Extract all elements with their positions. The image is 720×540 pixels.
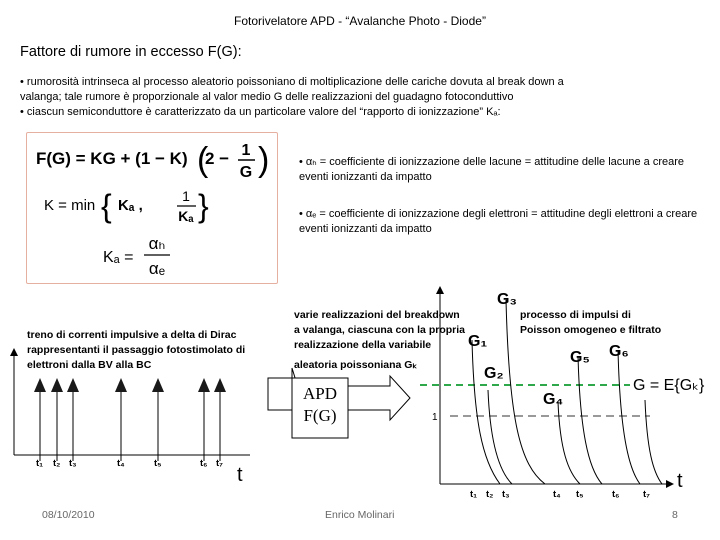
decay-curve-4 [558,402,580,484]
impulse-arrow-7 [214,378,226,461]
mid-label-line-4: aleatoria poissoniana Gₖ [294,359,417,371]
formula-3-den: αₑ [148,259,166,278]
right-label-line-1: processo di impulsi di [520,309,631,321]
mid-label-line-1: varie realizzazioni del breakdown [294,309,460,321]
svg-text:): ) [258,141,270,179]
svg-text:}: } [198,188,209,224]
mid-label-line-3: realizzazione della variabile [294,339,432,351]
left-label-line-3: elettroni dalla BV alla BC [27,359,152,371]
gain-label-g5: G₅ [570,349,590,366]
impulse-arrow-2 [51,378,63,461]
apd-box-fg: F(G) [303,406,337,425]
left-tick-t3: t₃ [69,458,77,469]
formula-1 [36,141,269,181]
decay-curve-1 [472,340,500,484]
left-tick-t1: t₁ [36,458,44,469]
svg-text:(: ( [197,141,209,179]
right-tick-labels [470,489,650,500]
right-label-line-2: Poisson omogeneo e filtrato [520,324,662,336]
bullet-line-3: • ciascun semiconduttore è caratterizzato da un particolare valore del “rapporto di ionizzazione” Kₐ: [20,106,501,118]
right-axis-t-label: t [677,470,683,492]
gain-label-g1: G₁ [468,333,488,350]
apd-block [268,368,410,438]
decay-curve-7 [645,400,662,484]
decay-curve-6 [618,350,640,484]
formula-1-den: G [239,164,253,181]
right-tick-t1: t₁ [470,489,478,500]
right-tick-t7: t₇ [643,489,650,500]
formula-1-two: 2 − [205,149,230,168]
impulse-arrow-5 [152,378,164,461]
impulse-arrow-4 [115,378,127,461]
formula-2-ka: Kₐ , [118,197,143,214]
left-tick-t7: t₇ [216,458,223,469]
svg-text:{: { [101,188,112,224]
unity-label: 1 [432,412,438,423]
bullet-line-1: • rumorosità intrinseca al processo aleatorio poissoniano di moltiplicazione delle cariche dovuta al break down a [20,76,564,88]
left-label-line-1: treno di correnti impulsive a delta di Dirac [27,329,237,341]
mid-label [294,309,465,371]
gain-label-g6: G₆ [609,343,629,360]
gain-label-g4: G₄ [543,391,564,408]
left-label [27,329,245,371]
footer-author: Enrico Molinari [325,509,395,521]
bullet-alpha-h: • αₕ = coefficiente di ionizzazione delle lacune = attitudine delle lacune a creare eventi ionizzanti da impatto [299,156,685,183]
decay-curve-5 [578,356,602,484]
impulse-arrow-6 [198,378,210,461]
apd-box-title: APD [302,384,338,403]
footer-date: 08/10/2010 [42,509,95,521]
formula-1-left: F(G) = KG + (1 − K) [36,149,188,168]
right-tick-t3: t₃ [502,489,510,500]
left-axis-t-label: t [237,464,243,486]
slide-title: Fotorivelatore APD - “Avalanche Photo - Diode” [234,14,486,28]
formula-3-num: αₕ [148,234,166,253]
formula-1-num: 1 [241,142,251,159]
output-arrow [348,376,410,420]
right-tick-t5: t₅ [576,489,584,500]
bullet-alpha-e: • αₑ = coefficiente di ionizzazione degli elettroni = attitudine degli elettroni a creare eventi ionizzanti da impatto [299,208,698,235]
bullet-line-2: valanga; tale rumore è proporzionale al valor medio G delle realizzazioni del guadagno fotoconduttivo [20,91,514,103]
right-tick-t6: t₆ [612,489,620,500]
formula-2-left: K = min [44,197,96,214]
left-impulse-arrows [34,378,226,461]
impulse-arrow-3 [67,378,79,461]
formula-2 [44,188,209,224]
right-tick-t2: t₂ [486,489,494,500]
left-tick-t4: t₄ [117,458,125,469]
left-tick-labels [36,458,223,469]
slide-subtitle: Fattore di rumore in eccesso F(G): [20,44,242,60]
left-label-line-2: rappresentanti il passaggio fotostimolato di [27,344,246,356]
formula-2-num: 1 [182,188,190,204]
gain-label-g2: G₂ [484,365,504,382]
mid-label-line-2: a valanga, ciascuna con la propria [294,324,465,336]
left-tick-t2: t₂ [53,458,61,469]
impulse-arrow-1 [34,378,46,461]
gain-label-g3: G₃ [497,291,517,308]
right-label [520,309,661,336]
formula-3-left: Kₐ = [103,249,134,266]
mean-gain-label: G = E{Gₖ} [633,377,705,394]
left-tick-t5: t₅ [154,458,162,469]
right-tick-t4: t₄ [553,489,561,500]
formula-2-den: Kₐ [178,208,194,224]
formula-3 [103,234,170,278]
footer-page-number: 8 [672,509,678,521]
left-tick-t6: t₆ [200,458,208,469]
